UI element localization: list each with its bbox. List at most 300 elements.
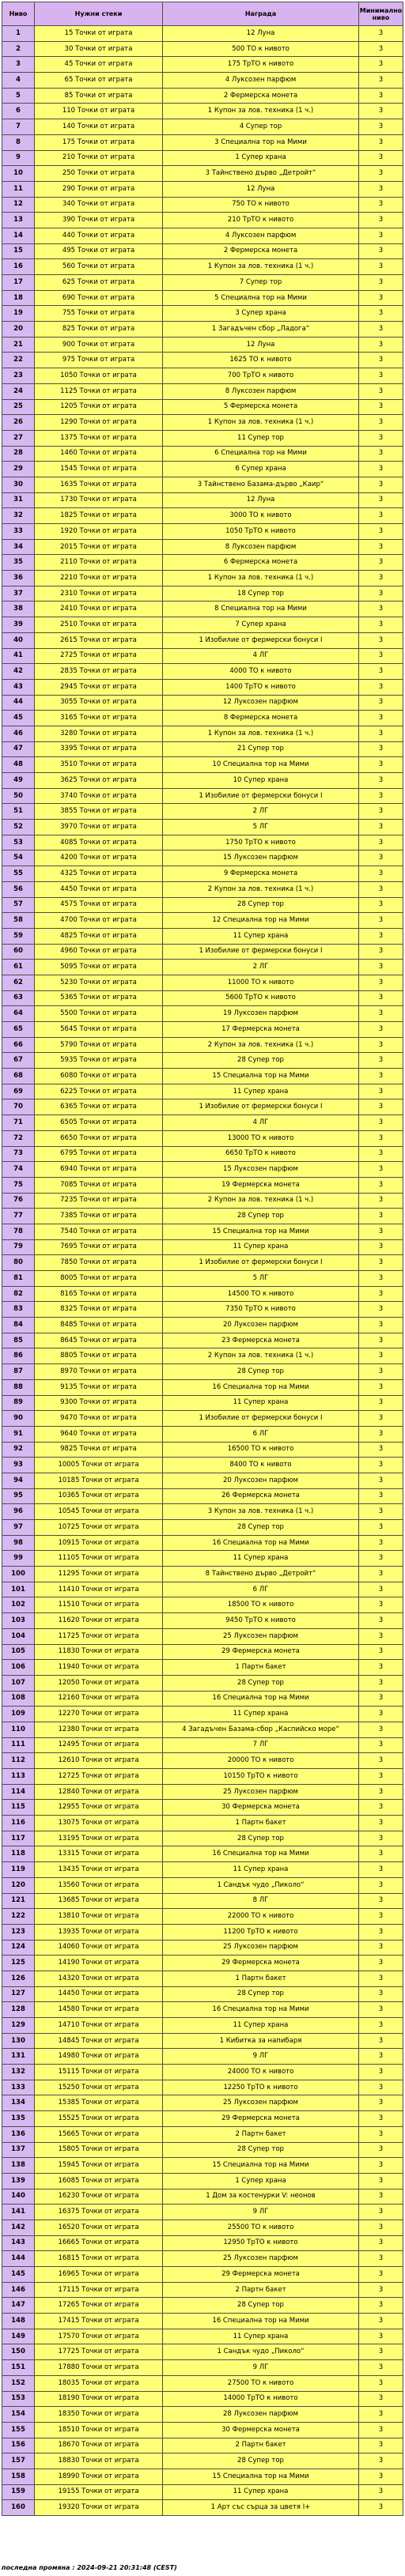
level-cell: 13 (2, 213, 35, 228)
min-level-cell: 3 (359, 383, 403, 399)
min-level-cell: 3 (359, 2407, 403, 2423)
needed-stacks-cell: 12610 Точки от играта (35, 1753, 163, 1769)
needed-stacks-cell: 14980 Точки от играта (35, 2049, 163, 2065)
table-row (2, 2484, 403, 2500)
reward-cell: 1 Купон за лов. техника (1 ч.) (163, 726, 359, 741)
needed-stacks-cell: 5095 Точки от играта (35, 960, 163, 975)
min-level-cell: 3 (359, 1006, 403, 1022)
min-level-cell: 3 (359, 1146, 403, 1162)
table-row (2, 2049, 403, 2065)
table-row (2, 1318, 403, 1333)
needed-stacks-cell: 9135 Точки от играта (35, 1379, 163, 1395)
needed-stacks-cell: 13315 Точки от играта (35, 1846, 163, 1862)
min-level-cell: 3 (359, 1426, 403, 1442)
reward-cell: 1 Изобилие от фермерски бонуси I (163, 788, 359, 804)
reward-cell: 1 Изобилие от фермерски бонуси I (163, 1099, 359, 1115)
level-cell: 139 (2, 2173, 35, 2189)
level-cell: 45 (2, 711, 35, 726)
level-cell: 64 (2, 1006, 35, 1022)
table-row (2, 2158, 403, 2174)
needed-stacks-cell: 6365 Точки от играта (35, 1099, 163, 1115)
reward-cell: 25 Луксозен парфюм (163, 1628, 359, 1644)
needed-stacks-cell: 1375 Точки от играта (35, 430, 163, 446)
table-row (2, 1333, 403, 1348)
needed-stacks-cell: 900 Точки от играта (35, 337, 163, 353)
table-row (2, 368, 403, 384)
table-row (2, 586, 403, 602)
reward-cell: 28 Супер тор (163, 1831, 359, 1846)
table-row (2, 2422, 403, 2438)
level-cell: 32 (2, 508, 35, 524)
reward-cell: 29 Фермерска монета (163, 1644, 359, 1660)
table-row (2, 1115, 403, 1131)
min-level-cell: 3 (359, 1707, 403, 1722)
reward-cell: 28 Супер тор (163, 1986, 359, 2002)
reward-cell: 27500 ТО к нивото (163, 2375, 359, 2391)
needed-stacks-cell: 825 Точки от играта (35, 322, 163, 338)
reward-cell: 19 Фермерска монета (163, 1177, 359, 1193)
min-level-cell: 3 (359, 2002, 403, 2018)
reward-cell: 15 Луксозен парфюм (163, 850, 359, 866)
min-level-cell: 3 (359, 368, 403, 384)
level-cell: 105 (2, 1644, 35, 1660)
needed-stacks-cell: 18670 Точки от играта (35, 2438, 163, 2453)
min-level-cell: 3 (359, 1395, 403, 1411)
min-level-cell: 3 (359, 804, 403, 820)
needed-stacks-cell: 10365 Точки от играта (35, 1488, 163, 1504)
min-level-cell: 3 (359, 2344, 403, 2360)
min-level-cell: 3 (359, 960, 403, 975)
min-level-cell: 3 (359, 1130, 403, 1146)
reward-cell: 29 Фермерска монета (163, 1956, 359, 1971)
level-cell: 97 (2, 1520, 35, 1536)
level-cell: 155 (2, 2422, 35, 2438)
reward-cell: 16 Специална тор на Мими (163, 1846, 359, 1862)
min-level-cell: 3 (359, 1660, 403, 1676)
reward-cell: 1 Партн бакет (163, 1971, 359, 1986)
table-row (2, 1286, 403, 1302)
reward-cell: 700 ТрТО к нивото (163, 368, 359, 384)
min-level-cell: 3 (359, 104, 403, 119)
reward-cell: 19 Луксозен парфюм (163, 1006, 359, 1022)
needed-stacks-cell: 2015 Точки от играта (35, 539, 163, 555)
min-level-cell: 3 (359, 2484, 403, 2500)
table-row (2, 897, 403, 913)
reward-cell: 1 Купон за лов. техника (1 ч.) (163, 104, 359, 119)
level-cell: 26 (2, 415, 35, 431)
reward-cell: 15 Специална тор на Мими (163, 1224, 359, 1239)
min-level-cell: 3 (359, 2158, 403, 2174)
level-cell: 81 (2, 1271, 35, 1287)
level-cell: 119 (2, 1862, 35, 1878)
table-row (2, 228, 403, 243)
needed-stacks-cell: 2410 Точки от играта (35, 602, 163, 617)
reward-cell: 15 Специална тор на Мими (163, 2469, 359, 2484)
min-level-cell: 3 (359, 975, 403, 990)
table-row (2, 1831, 403, 1846)
min-level-cell: 3 (359, 571, 403, 586)
reward-cell: 22000 ТО к нивото (163, 1909, 359, 1925)
table-row (2, 1769, 403, 1785)
level-cell: 23 (2, 368, 35, 384)
level-cell: 140 (2, 2189, 35, 2204)
reward-cell: 500 ТО к нивото (163, 41, 359, 57)
reward-cell: 29 Фермерска монета (163, 2267, 359, 2283)
needed-stacks-cell: 3855 Точки от играта (35, 804, 163, 820)
reward-cell: 1750 ТрТО к нивото (163, 835, 359, 850)
reward-cell: 16500 ТО к нивото (163, 1442, 359, 1458)
min-level-cell: 3 (359, 2204, 403, 2220)
level-cell: 40 (2, 632, 35, 648)
level-cell: 104 (2, 1628, 35, 1644)
level-cell: 51 (2, 804, 35, 820)
reward-cell: 25 Луксозен парфюм (163, 2251, 359, 2267)
level-cell: 44 (2, 695, 35, 711)
needed-stacks-cell: 8645 Точки от играта (35, 1333, 163, 1348)
needed-stacks-cell: 15525 Точки от играта (35, 2111, 163, 2127)
reward-cell: 1 Изобилие от фермерски бонуси I (163, 944, 359, 960)
reward-cell: 11 Супер храна (163, 2484, 359, 2500)
min-level-cell: 3 (359, 275, 403, 291)
reward-cell: 12 Луксозен парфюм (163, 695, 359, 711)
needed-stacks-cell: 4450 Точки от играта (35, 881, 163, 897)
table-row (2, 617, 403, 633)
reward-cell: 28 Супер тор (163, 2142, 359, 2158)
min-level-cell: 3 (359, 1442, 403, 1458)
level-cell: 147 (2, 2298, 35, 2314)
level-cell: 159 (2, 2484, 35, 2500)
level-cell: 24 (2, 383, 35, 399)
reward-cell: 5 ЛГ (163, 820, 359, 835)
table-row (2, 353, 403, 368)
level-cell: 122 (2, 1909, 35, 1925)
needed-stacks-cell: 11830 Точки от играта (35, 1644, 163, 1660)
needed-stacks-cell: 4200 Точки от играта (35, 850, 163, 866)
needed-stacks-cell: 4085 Точки от играта (35, 835, 163, 850)
level-cell: 8 (2, 134, 35, 150)
reward-cell: 2 Купон за лов. техника (1 ч.) (163, 881, 359, 897)
needed-stacks-cell: 9300 Точки от играта (35, 1395, 163, 1411)
min-level-cell: 3 (359, 1333, 403, 1348)
reward-cell: 11 Супер храна (163, 1395, 359, 1411)
reward-cell: 9 ЛГ (163, 2204, 359, 2220)
reward-cell: 8 Тайнствено дърво „Детройт“ (163, 1567, 359, 1582)
level-cell: 61 (2, 960, 35, 975)
needed-stacks-cell: 975 Точки от играта (35, 353, 163, 368)
table-row (2, 306, 403, 322)
table-row (2, 1691, 403, 1707)
needed-stacks-cell: 13435 Точки от играта (35, 1862, 163, 1878)
level-cell: 56 (2, 881, 35, 897)
table-row (2, 2407, 403, 2423)
min-level-cell: 3 (359, 2049, 403, 2065)
min-level-cell: 3 (359, 913, 403, 929)
reward-cell: 1 Супер храна (163, 2173, 359, 2189)
needed-stacks-cell: 17265 Точки от играта (35, 2298, 163, 2314)
min-level-cell: 3 (359, 1069, 403, 1084)
reward-cell: 11000 ТО к нивото (163, 975, 359, 990)
needed-stacks-cell: 7850 Точки от играта (35, 1255, 163, 1271)
level-cell: 115 (2, 1800, 35, 1816)
table-row (2, 960, 403, 975)
needed-stacks-cell: 3280 Точки от играта (35, 726, 163, 741)
reward-cell: 18500 ТО к нивото (163, 1597, 359, 1613)
level-cell: 111 (2, 1737, 35, 1753)
min-level-cell: 3 (359, 1411, 403, 1427)
min-level-cell: 3 (359, 119, 403, 135)
min-level-cell: 3 (359, 897, 403, 913)
reward-cell: 5600 ТрТО к нивото (163, 990, 359, 1006)
table-row (2, 492, 403, 508)
min-level-cell: 3 (359, 2314, 403, 2329)
needed-stacks-cell: 10725 Точки от играта (35, 1520, 163, 1536)
table-row (2, 1986, 403, 2002)
needed-stacks-cell: 13935 Точки от играта (35, 1924, 163, 1940)
reward-cell: 1 Загадъчен сбор „Ладога“ (163, 322, 359, 338)
levels-table (2, 2, 403, 2516)
level-cell: 36 (2, 571, 35, 586)
table-row (2, 415, 403, 431)
level-cell: 48 (2, 757, 35, 773)
needed-stacks-cell: 340 Точки от играта (35, 197, 163, 213)
table-row (2, 1271, 403, 1287)
table-row (2, 383, 403, 399)
reward-cell: 2 Купон за лов. техника (1 ч.) (163, 1037, 359, 1053)
table-row (2, 1099, 403, 1115)
table-row (2, 88, 403, 104)
min-level-cell: 3 (359, 2189, 403, 2204)
table-row (2, 1053, 403, 1069)
reward-cell: 12 Луна (163, 26, 359, 42)
min-level-cell: 3 (359, 1271, 403, 1287)
table-row (2, 928, 403, 944)
table-row (2, 181, 403, 197)
reward-cell: 1050 ТрТО к нивото (163, 524, 359, 540)
table-row (2, 1022, 403, 1038)
reward-cell: 5 Специална тор на Мими (163, 290, 359, 306)
reward-cell: 1 Изобилие от фермерски бонуси I (163, 1411, 359, 1427)
table-row (2, 648, 403, 664)
reward-cell: 2 Купон за лов. техника (1 ч.) (163, 1348, 359, 1364)
reward-cell: 3 Специална тор на Мими (163, 134, 359, 150)
reward-cell: 8 Луксозен парфюм (163, 539, 359, 555)
needed-stacks-cell: 8485 Точки от играта (35, 1318, 163, 1333)
level-cell: 84 (2, 1318, 35, 1333)
level-cell: 158 (2, 2469, 35, 2484)
table-row (2, 1255, 403, 1271)
needed-stacks-cell: 18035 Точки от играта (35, 2375, 163, 2391)
level-cell: 108 (2, 1691, 35, 1707)
level-cell: 150 (2, 2344, 35, 2360)
needed-stacks-cell: 2210 Точки от играта (35, 571, 163, 586)
min-level-cell: 3 (359, 1379, 403, 1395)
needed-stacks-cell: 17570 Точки от играта (35, 2329, 163, 2344)
min-level-cell: 3 (359, 1784, 403, 1800)
needed-stacks-cell: 6650 Точки от играта (35, 1130, 163, 1146)
level-cell: 31 (2, 492, 35, 508)
table-row (2, 1488, 403, 1504)
last-modified-footer: последна промяна : 2024-09-21 20:31:48 (CEST) (2, 2564, 177, 2571)
table-row (2, 197, 403, 213)
needed-stacks-cell: 14710 Точки от играта (35, 2018, 163, 2034)
needed-stacks-cell: 11620 Точки от играта (35, 1613, 163, 1629)
needed-stacks-cell: 16965 Точки от играта (35, 2267, 163, 2283)
min-level-cell: 3 (359, 26, 403, 42)
needed-stacks-cell: 15945 Точки от играта (35, 2158, 163, 2174)
header-needed-stacks: Нужни стеки (35, 2, 163, 26)
min-level-cell: 3 (359, 1846, 403, 1862)
needed-stacks-cell: 18830 Точки от играта (35, 2453, 163, 2469)
level-cell: 80 (2, 1255, 35, 1271)
reward-cell: 1 Купон за лов. техника (1 ч.) (163, 415, 359, 431)
needed-stacks-cell: 7235 Точки от играта (35, 1193, 163, 1209)
needed-stacks-cell: 560 Точки от играта (35, 259, 163, 275)
min-level-cell: 3 (359, 1458, 403, 1473)
min-level-cell: 3 (359, 1722, 403, 1737)
reward-cell: 24000 ТО к нивото (163, 2065, 359, 2080)
level-cell: 43 (2, 679, 35, 695)
reward-cell: 6 Специална тор на Мими (163, 446, 359, 462)
level-cell: 72 (2, 1130, 35, 1146)
table-row (2, 1535, 403, 1551)
needed-stacks-cell: 1825 Точки от играта (35, 508, 163, 524)
reward-cell: 8 Специална тор на Мими (163, 602, 359, 617)
min-level-cell: 3 (359, 1737, 403, 1753)
min-level-cell: 3 (359, 881, 403, 897)
needed-stacks-cell: 12955 Точки от играта (35, 1800, 163, 1816)
needed-stacks-cell: 6505 Точки от играта (35, 1115, 163, 1131)
reward-cell: 4 Луксозен парфюм (163, 73, 359, 89)
level-cell: 25 (2, 399, 35, 415)
table-row (2, 1909, 403, 1925)
min-level-cell: 3 (359, 1831, 403, 1846)
min-level-cell: 3 (359, 1364, 403, 1380)
needed-stacks-cell: 7085 Точки от играта (35, 1177, 163, 1193)
min-level-cell: 3 (359, 1318, 403, 1333)
reward-cell: 11 Супер храна (163, 1551, 359, 1567)
table-row (2, 1473, 403, 1488)
level-cell: 112 (2, 1753, 35, 1769)
needed-stacks-cell: 12380 Точки от играта (35, 1722, 163, 1737)
level-cell: 63 (2, 990, 35, 1006)
min-level-cell: 3 (359, 726, 403, 741)
level-cell: 11 (2, 181, 35, 197)
min-level-cell: 3 (359, 1286, 403, 1302)
table-row (2, 150, 403, 166)
table-row (2, 119, 403, 135)
table-row (2, 1675, 403, 1691)
needed-stacks-cell: 15115 Точки от играта (35, 2065, 163, 2080)
needed-stacks-cell: 7695 Точки от играта (35, 1239, 163, 1255)
reward-cell: 14000 ТрТО к нивото (163, 2391, 359, 2407)
table-row (2, 524, 403, 540)
needed-stacks-cell: 1545 Точки от играта (35, 462, 163, 477)
min-level-cell: 3 (359, 1613, 403, 1629)
reward-cell: 28 Супер тор (163, 2453, 359, 2469)
min-level-cell: 3 (359, 150, 403, 166)
table-row (2, 2344, 403, 2360)
min-level-cell: 3 (359, 1302, 403, 1318)
header-row (2, 2, 403, 26)
level-cell: 121 (2, 1893, 35, 1909)
table-row (2, 2142, 403, 2158)
level-cell: 2 (2, 41, 35, 57)
reward-cell: 6 ЛГ (163, 1582, 359, 1597)
needed-stacks-cell: 19320 Точки от играта (35, 2500, 163, 2516)
reward-cell: 20 Луксозен парфюм (163, 1473, 359, 1488)
level-cell: 68 (2, 1069, 35, 1084)
level-cell: 141 (2, 2204, 35, 2220)
table-row (2, 430, 403, 446)
needed-stacks-cell: 12050 Точки от играта (35, 1675, 163, 1691)
needed-stacks-cell: 18510 Точки от играта (35, 2422, 163, 2438)
min-level-cell: 3 (359, 446, 403, 462)
table-row (2, 477, 403, 492)
min-level-cell: 3 (359, 2095, 403, 2111)
needed-stacks-cell: 18350 Точки от играта (35, 2407, 163, 2423)
reward-cell: 3000 ТО к нивото (163, 508, 359, 524)
min-level-cell: 3 (359, 2080, 403, 2095)
min-level-cell: 3 (359, 617, 403, 633)
min-level-cell: 3 (359, 850, 403, 866)
table-row (2, 2126, 403, 2142)
min-level-cell: 3 (359, 353, 403, 368)
needed-stacks-cell: 14190 Точки от играта (35, 1956, 163, 1971)
needed-stacks-cell: 690 Точки от играта (35, 290, 163, 306)
reward-cell: 12250 ТрТО к нивото (163, 2080, 359, 2095)
min-level-cell: 3 (359, 1753, 403, 1769)
reward-cell: 28 Супер тор (163, 2298, 359, 2314)
min-level-cell: 3 (359, 648, 403, 664)
reward-cell: 11 Супер храна (163, 2018, 359, 2034)
needed-stacks-cell: 2110 Точки от играта (35, 555, 163, 571)
min-level-cell: 3 (359, 1239, 403, 1255)
level-cell: 88 (2, 1379, 35, 1395)
needed-stacks-cell: 1205 Точки от играта (35, 399, 163, 415)
needed-stacks-cell: 18190 Точки от играта (35, 2391, 163, 2407)
needed-stacks-cell: 1125 Точки от играта (35, 383, 163, 399)
reward-cell: 16 Специална тор на Мими (163, 2314, 359, 2329)
level-cell: 100 (2, 1567, 35, 1582)
needed-stacks-cell: 140 Точки от играта (35, 119, 163, 135)
table-row (2, 2065, 403, 2080)
table-row (2, 290, 403, 306)
needed-stacks-cell: 13685 Точки от играта (35, 1893, 163, 1909)
level-cell: 128 (2, 2002, 35, 2018)
level-cell: 54 (2, 850, 35, 866)
level-cell: 148 (2, 2314, 35, 2329)
level-cell: 15 (2, 243, 35, 259)
min-level-cell: 3 (359, 944, 403, 960)
reward-cell: 16 Специална тор на Мими (163, 1535, 359, 1551)
table-row (2, 1504, 403, 1520)
table-row (2, 1364, 403, 1380)
min-level-cell: 3 (359, 741, 403, 757)
table-row (2, 57, 403, 73)
needed-stacks-cell: 10545 Точки от играта (35, 1504, 163, 1520)
level-cell: 87 (2, 1364, 35, 1380)
level-cell: 85 (2, 1333, 35, 1348)
needed-stacks-cell: 17415 Точки от играта (35, 2314, 163, 2329)
reward-cell: 12 Специална тор на Мими (163, 913, 359, 929)
min-level-cell: 3 (359, 1177, 403, 1193)
level-cell: 62 (2, 975, 35, 990)
reward-cell: 3 Супер храна (163, 306, 359, 322)
table-row (2, 1846, 403, 1862)
needed-stacks-cell: 1050 Точки от играта (35, 368, 163, 384)
needed-stacks-cell: 5365 Точки от играта (35, 990, 163, 1006)
min-level-cell: 3 (359, 259, 403, 275)
